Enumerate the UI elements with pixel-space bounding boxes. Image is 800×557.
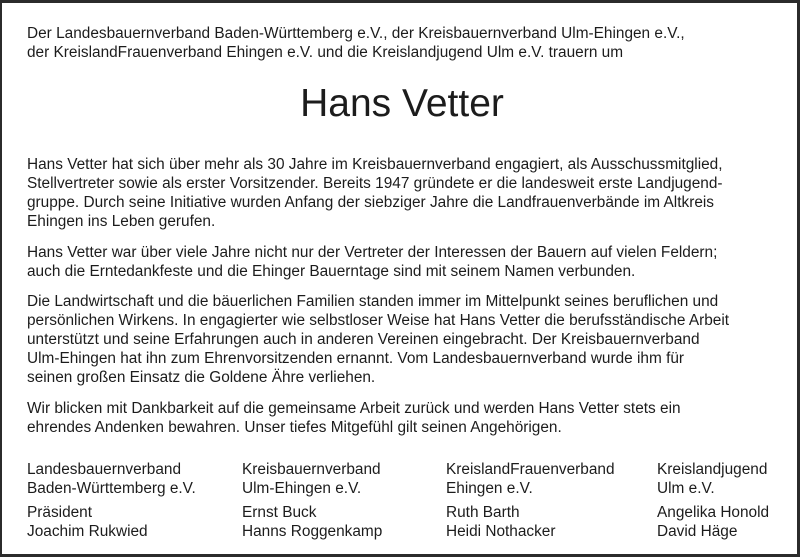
signature-org-line: Ehingen e.V. [446,480,533,497]
signature-person-line: Angelika Honold [657,504,770,521]
paragraph-line: ehrendes Andenken bewahren. Unser tiefes Mitgefühl gilt seinen Angehörigen. [27,419,562,436]
deceased-name-title: Hans Vetter [300,82,504,125]
header-line: Der Landesbauernverband Baden-Württemberg e.V., der Kreisbauernverband Ulm-Ehingen e.V., [27,25,685,42]
paragraph-line: Ulm-Ehingen hat ihn zum Ehrenvorsitzenden ernannt. Vom Landesbauernverband wurde ihm für [27,350,685,367]
signature-person-line: Hanns Roggenkamp [242,523,383,540]
signature-org-line: Kreisbauernverband [242,461,381,478]
signature-person-line: Ruth Barth [446,504,520,521]
paragraph-line: Ehingen ins Leben gerufen. [27,213,216,230]
signature-block-landesbauernverband [27,460,196,541]
paragraph-line: Stellvertreter sowie als erster Vorsitzender. Bereits 1947 gründete er die landesweit erste Landjugend- [27,175,723,192]
header-text [27,24,685,62]
signature-org-line: Ulm-Ehingen e.V. [242,480,362,497]
paragraph-line: persönlichen Wirkens. In engagierter wie selbstloser Weise hat Hans Vetter die berufsständische Arbeit [27,312,730,329]
paragraph-line: Wir blicken mit Dankbarkeit auf die gemeinsame Arbeit zurück und werden Hans Vetter stets ein [27,400,681,417]
paragraph-line: Hans Vetter hat sich über mehr als 30 Jahre im Kreisbauernverband engagiert, als Ausschussmitglied, [27,156,723,173]
paragraph-line: auch die Erntedankfeste und die Ehinger Bauerntage sind mit seinem Namen verbunden. [27,263,636,280]
paragraph-line: Die Landwirtschaft und die bäuerlichen Familien standen immer im Mittelpunkt seines beruflichen und [27,293,719,310]
signature-person-line: Joachim Rukwied [27,523,148,540]
paragraph-2 [27,243,717,281]
signature-person-line: David Häge [657,523,738,540]
signature-person-line: Präsident [27,504,93,521]
signature-block-kreisbauernverband [242,460,382,541]
signature-person-line: Ernst Buck [242,504,317,521]
paragraph-3 [27,292,729,387]
paragraph-line: gruppe. Durch seine Initiative wurden Anfang der siebziger Jahre die Landfrauenverbände im Altkreis [27,194,715,211]
signature-block-kreislandfrauenverband [446,460,615,541]
header-line: der KreislandFrauenverband Ehingen e.V. und die Kreislandjugend Ulm e.V. trauern um [27,44,624,61]
signature-org-line: KreislandFrauenverband [446,461,615,478]
paragraph-line: Hans Vetter war über viele Jahre nicht nur der Vertreter der Interessen der Bauern auf vielen Feldern; [27,244,718,261]
signature-org-line: Baden-Württemberg e.V. [27,480,196,497]
signature-person-line: Heidi Nothacker [446,523,556,540]
signature-block-kreislandjugend [657,460,769,541]
paragraph-line: seinen großen Einsatz die Goldene Ähre verliehen. [27,369,376,386]
paragraph-line: unterstützt und seine Erfahrungen auch in anderen Vereinen eingebracht. Der Kreisbauernverband [27,331,700,348]
paragraph-1 [27,155,723,231]
signature-org-line: Landesbauernverband [27,461,182,478]
signature-org-line: Kreislandjugend [657,461,768,478]
paragraph-4 [27,399,681,437]
signature-org-line: Ulm e.V. [657,480,715,497]
